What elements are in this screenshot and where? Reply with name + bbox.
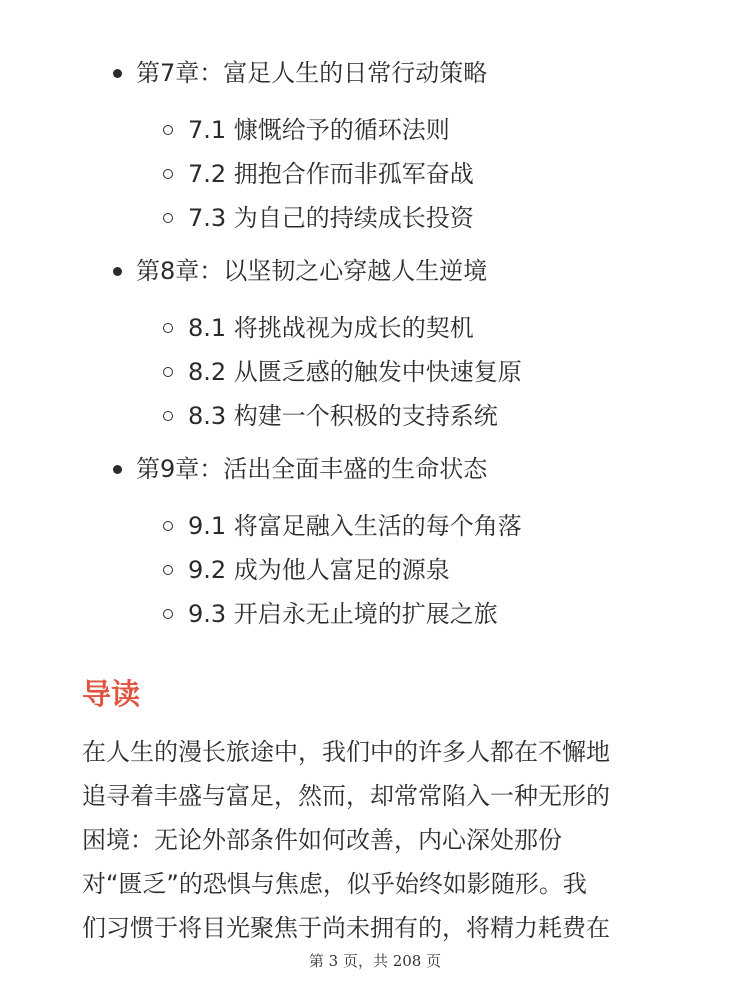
bullet-circle-icon xyxy=(163,609,173,619)
bullet-disc-icon xyxy=(113,267,122,276)
toc-chapter-7 xyxy=(0,50,750,240)
chapter-title: 第8章：以坚韧之心穿越人生逆境 xyxy=(136,257,488,285)
chapter-row xyxy=(0,50,750,96)
toc-section-item xyxy=(0,350,750,394)
paragraph-line: 们习惯于将目光聚焦于尚未拥有的，将精力耗费在 xyxy=(82,914,610,942)
section-title: 7.2 拥抱合作而非孤军奋战 xyxy=(188,160,474,188)
chapter-row xyxy=(0,248,750,294)
toc-section-item xyxy=(0,592,750,636)
bullet-disc-icon xyxy=(113,465,122,474)
toc-section-item xyxy=(0,306,750,350)
section-title: 9.2 成为他人富足的源泉 xyxy=(188,556,450,584)
toc-chapter-8 xyxy=(0,248,750,438)
table-of-contents xyxy=(0,50,750,644)
intro-paragraph xyxy=(82,730,682,950)
bullet-circle-icon xyxy=(163,565,173,575)
bullet-circle-icon xyxy=(163,213,173,223)
toc-section-item xyxy=(0,108,750,152)
chapter-title: 第7章：富足人生的日常行动策略 xyxy=(136,59,488,87)
bullet-disc-icon xyxy=(113,69,122,78)
toc-section-item xyxy=(0,504,750,548)
toc-chapter-9 xyxy=(0,446,750,636)
section-list xyxy=(0,306,750,438)
section-list xyxy=(0,504,750,636)
paragraph-line: 在人生的漫长旅途中，我们中的许多人都在不懈地 xyxy=(82,738,610,766)
toc-section-item xyxy=(0,196,750,240)
bullet-circle-icon xyxy=(163,521,173,531)
paragraph-line: 困境：无论外部条件如何改善，内心深处那份 xyxy=(82,826,562,854)
page-number-footer: 第 3 页，共 208 页 xyxy=(308,952,442,970)
toc-section-item xyxy=(0,548,750,592)
bullet-circle-icon xyxy=(163,125,173,135)
section-title: 8.3 构建一个积极的支持系统 xyxy=(188,402,498,430)
section-list xyxy=(0,108,750,240)
toc-section-item xyxy=(0,152,750,196)
chapter-title: 第9章：活出全面丰盛的生命状态 xyxy=(136,455,488,483)
section-title: 9.1 将富足融入生活的每个角落 xyxy=(188,512,522,540)
paragraph-line: 对“匮乏”的恐惧与焦虑，似乎始终如影随形。我 xyxy=(82,870,587,898)
chapter-row xyxy=(0,446,750,492)
section-title: 7.1 慷慨给予的循环法则 xyxy=(188,116,450,144)
section-title: 9.3 开启永无止境的扩展之旅 xyxy=(188,600,498,628)
bullet-circle-icon xyxy=(163,367,173,377)
bullet-circle-icon xyxy=(163,169,173,179)
intro-heading: 导读 xyxy=(82,677,141,711)
paragraph-line: 追寻着丰盛与富足，然而，却常常陷入一种无形的 xyxy=(82,782,610,810)
section-title: 8.1 将挑战视为成长的契机 xyxy=(188,314,474,342)
bullet-circle-icon xyxy=(163,323,173,333)
section-title: 8.2 从匮乏感的触发中快速复原 xyxy=(188,358,522,386)
bullet-circle-icon xyxy=(163,411,173,421)
toc-section-item xyxy=(0,394,750,438)
section-title: 7.3 为自己的持续成长投资 xyxy=(188,204,474,232)
